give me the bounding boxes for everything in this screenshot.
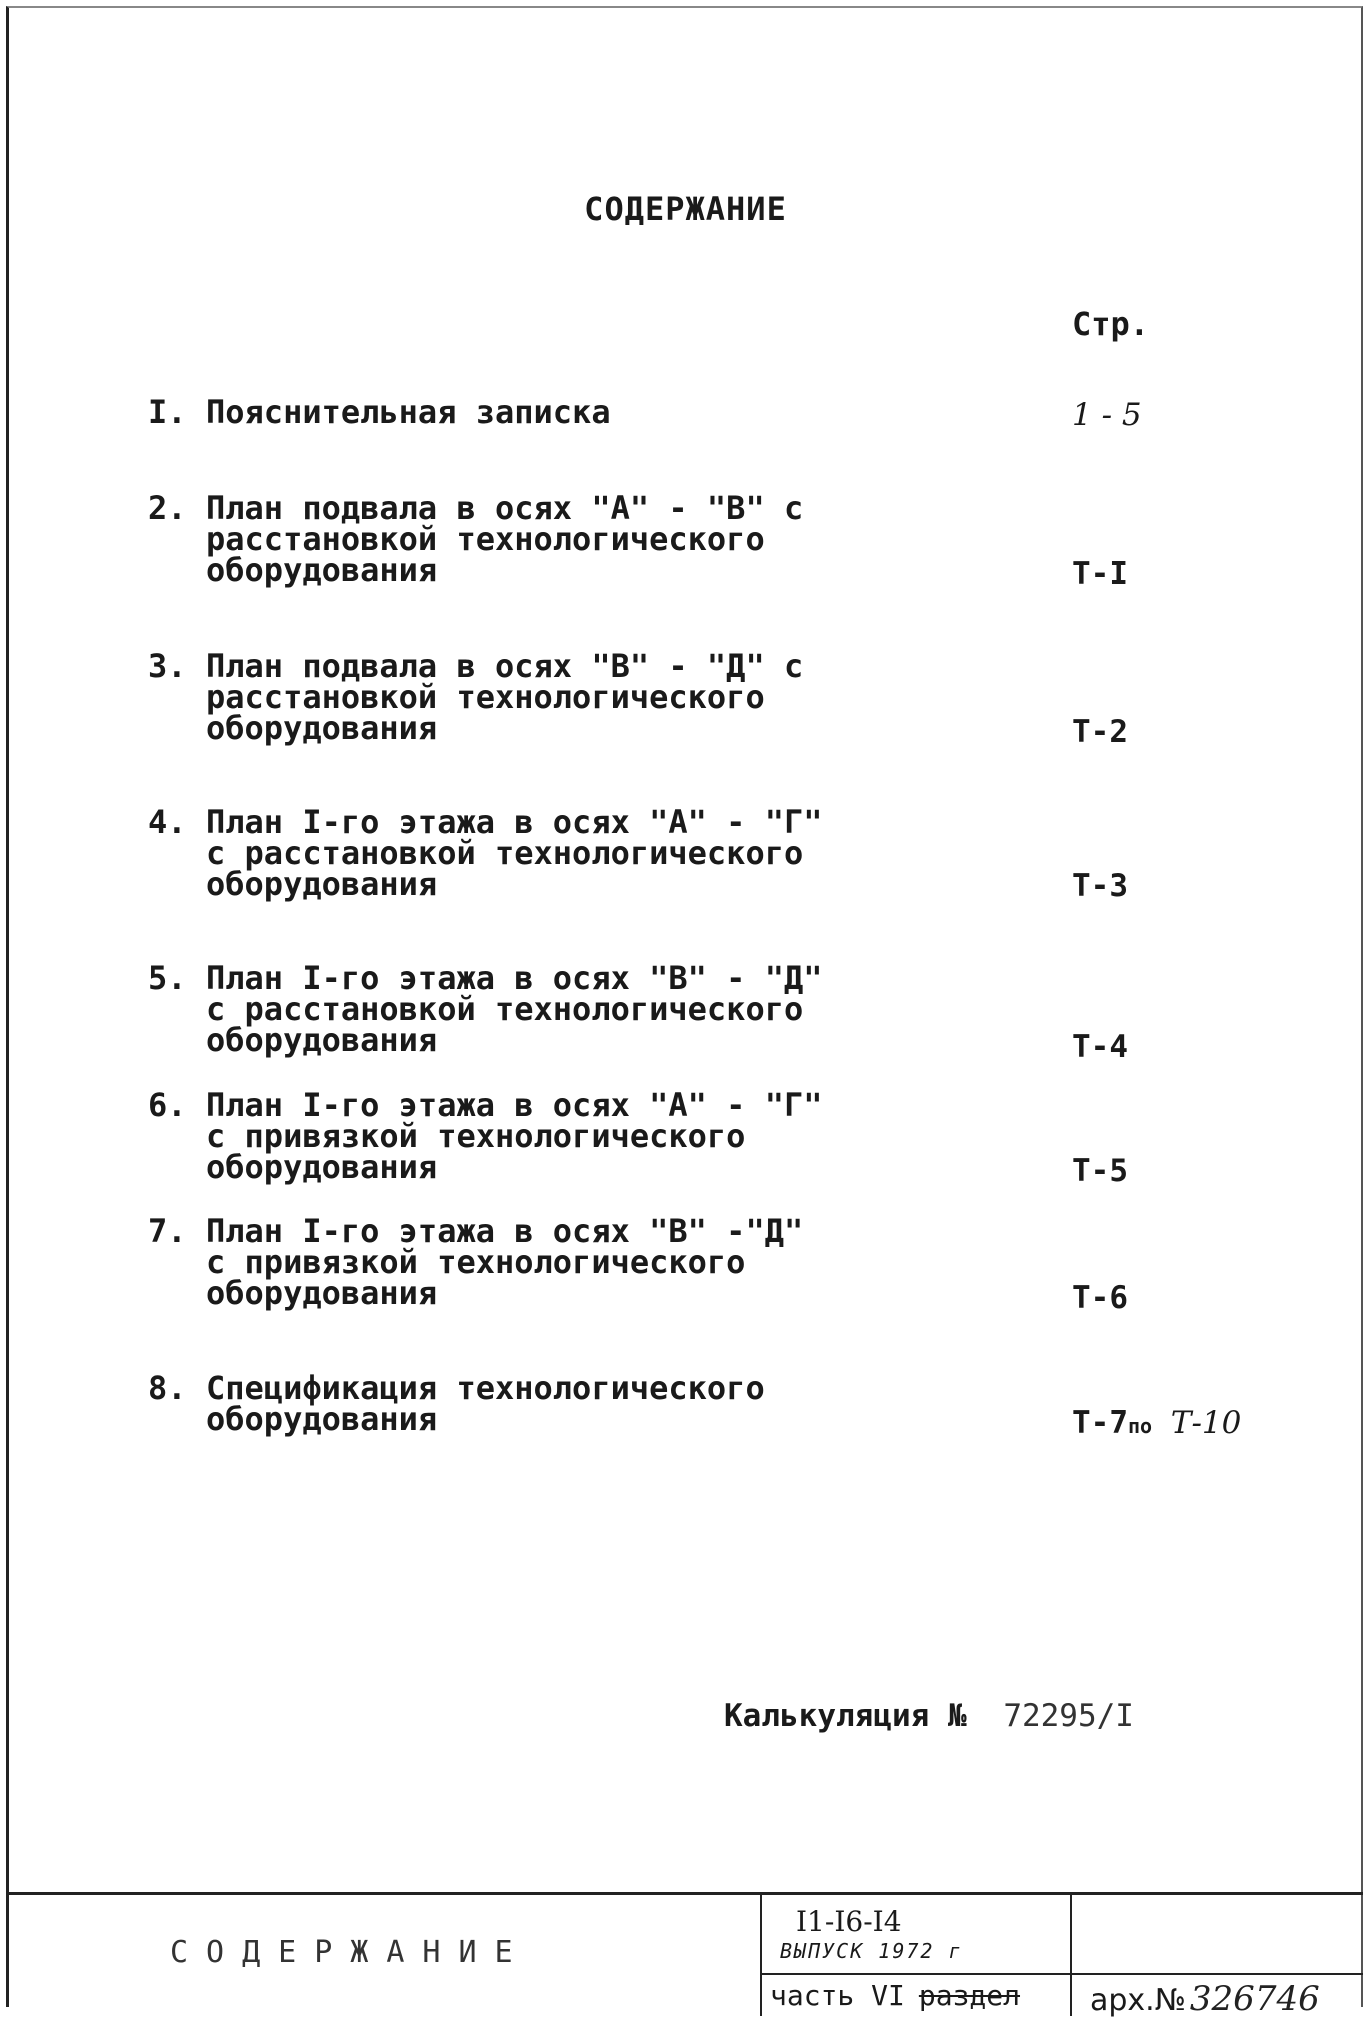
toc-item-number: I. (148, 393, 187, 431)
toc-page-8 (1072, 1405, 1241, 1441)
toc-line: расстановкой технологического (206, 520, 765, 558)
title-block-code: I1-I6-I4 (796, 1905, 902, 1938)
title-block-part-struck: раздел (918, 1979, 1021, 2012)
toc-item-text (206, 1086, 1026, 1186)
toc-item-text (206, 1369, 1026, 1438)
title-block-archive (1090, 1979, 1320, 2019)
toc-page-range-word: по (1128, 1414, 1153, 1438)
title-block-issue: ВЫПУСК 1972 г (780, 1939, 963, 1963)
toc-line: Спецификация технологического (206, 1369, 765, 1407)
toc-line: План подвала в осях "А" - "В" с (206, 489, 804, 527)
toc-item-number: 7. (148, 1212, 187, 1250)
toc-line: План I-го этажа в осях "А" - "Г" (206, 1086, 823, 1124)
toc-line: План I-го этажа в осях "В" -"Д" (206, 1212, 804, 1250)
toc-page-2: Т-I (1072, 556, 1128, 592)
archive-number: 326746 (1189, 1979, 1320, 2019)
toc-line: оборудования (206, 709, 438, 747)
toc-line: оборудования (206, 1021, 438, 1059)
page-column-header: Стр. (1072, 305, 1150, 343)
toc-line: с привязкой технологического (206, 1117, 746, 1155)
toc-item-text (206, 489, 1026, 589)
toc-page-1 (1072, 397, 1142, 433)
toc-item-number: 6. (148, 1086, 187, 1124)
toc-line: с привязкой технологического (206, 1243, 746, 1281)
toc-line: оборудования (206, 1400, 438, 1438)
title-block-code-cell (760, 1895, 1072, 2016)
toc-line: Пояснительная записка (206, 393, 611, 431)
toc-item-text (206, 647, 1026, 747)
toc-line: с расстановкой технологического (206, 834, 804, 872)
toc-item-number: 3. (148, 647, 187, 685)
toc-page-3: Т-2 (1072, 714, 1128, 750)
title-block (8, 1892, 1363, 2019)
title-block-archive-cell (1072, 1895, 1363, 2019)
toc-page-4: Т-3 (1072, 868, 1128, 904)
toc-page-to: Т-10 (1170, 1405, 1242, 1441)
toc-line: оборудования (206, 1148, 438, 1186)
toc-line: План I-го этажа в осях "В" - "Д" (206, 959, 823, 997)
toc-item-text (206, 1212, 1026, 1312)
toc-page-6: Т-5 (1072, 1153, 1128, 1189)
toc-item-text (206, 959, 1026, 1059)
title-block-part-label: часть VI (770, 1979, 905, 2012)
toc-line: оборудования (206, 551, 438, 589)
toc-item-number: 4. (148, 803, 187, 841)
calculation-label: Калькуляция № (724, 1698, 967, 1734)
toc-item-text (206, 393, 1026, 431)
toc-item-number: 5. (148, 959, 187, 997)
calculation-line (724, 1698, 1134, 1734)
toc-line: оборудования (206, 865, 438, 903)
toc-line: с расстановкой технологического (206, 990, 804, 1028)
toc-line: План I-го этажа в осях "А" - "Г" (206, 803, 823, 841)
toc-page-5: Т-4 (1072, 1029, 1128, 1065)
toc-item-text (206, 803, 1026, 903)
title-block-part (770, 1979, 1020, 2012)
calculation-number: 72295/I (1003, 1698, 1134, 1734)
title-block-name: СОДЕРЖАНИЕ (170, 1935, 531, 1970)
title-block-name-cell (8, 1895, 760, 2016)
archive-label: арх.№ (1090, 1983, 1186, 2018)
document-title: СОДЕРЖАНИЕ (584, 190, 787, 228)
toc-line: План подвала в осях "В" - "Д" с (206, 647, 804, 685)
toc-line: расстановкой технологического (206, 678, 765, 716)
toc-item-number: 8. (148, 1369, 187, 1407)
toc-page-7: Т-6 (1072, 1280, 1128, 1316)
title-block-divider (760, 1973, 1363, 1975)
toc-page-value: 1 - 5 (1072, 397, 1142, 433)
toc-page-from: Т-7 (1072, 1405, 1128, 1441)
toc-item-number: 2. (148, 489, 187, 527)
toc-line: оборудования (206, 1274, 438, 1312)
